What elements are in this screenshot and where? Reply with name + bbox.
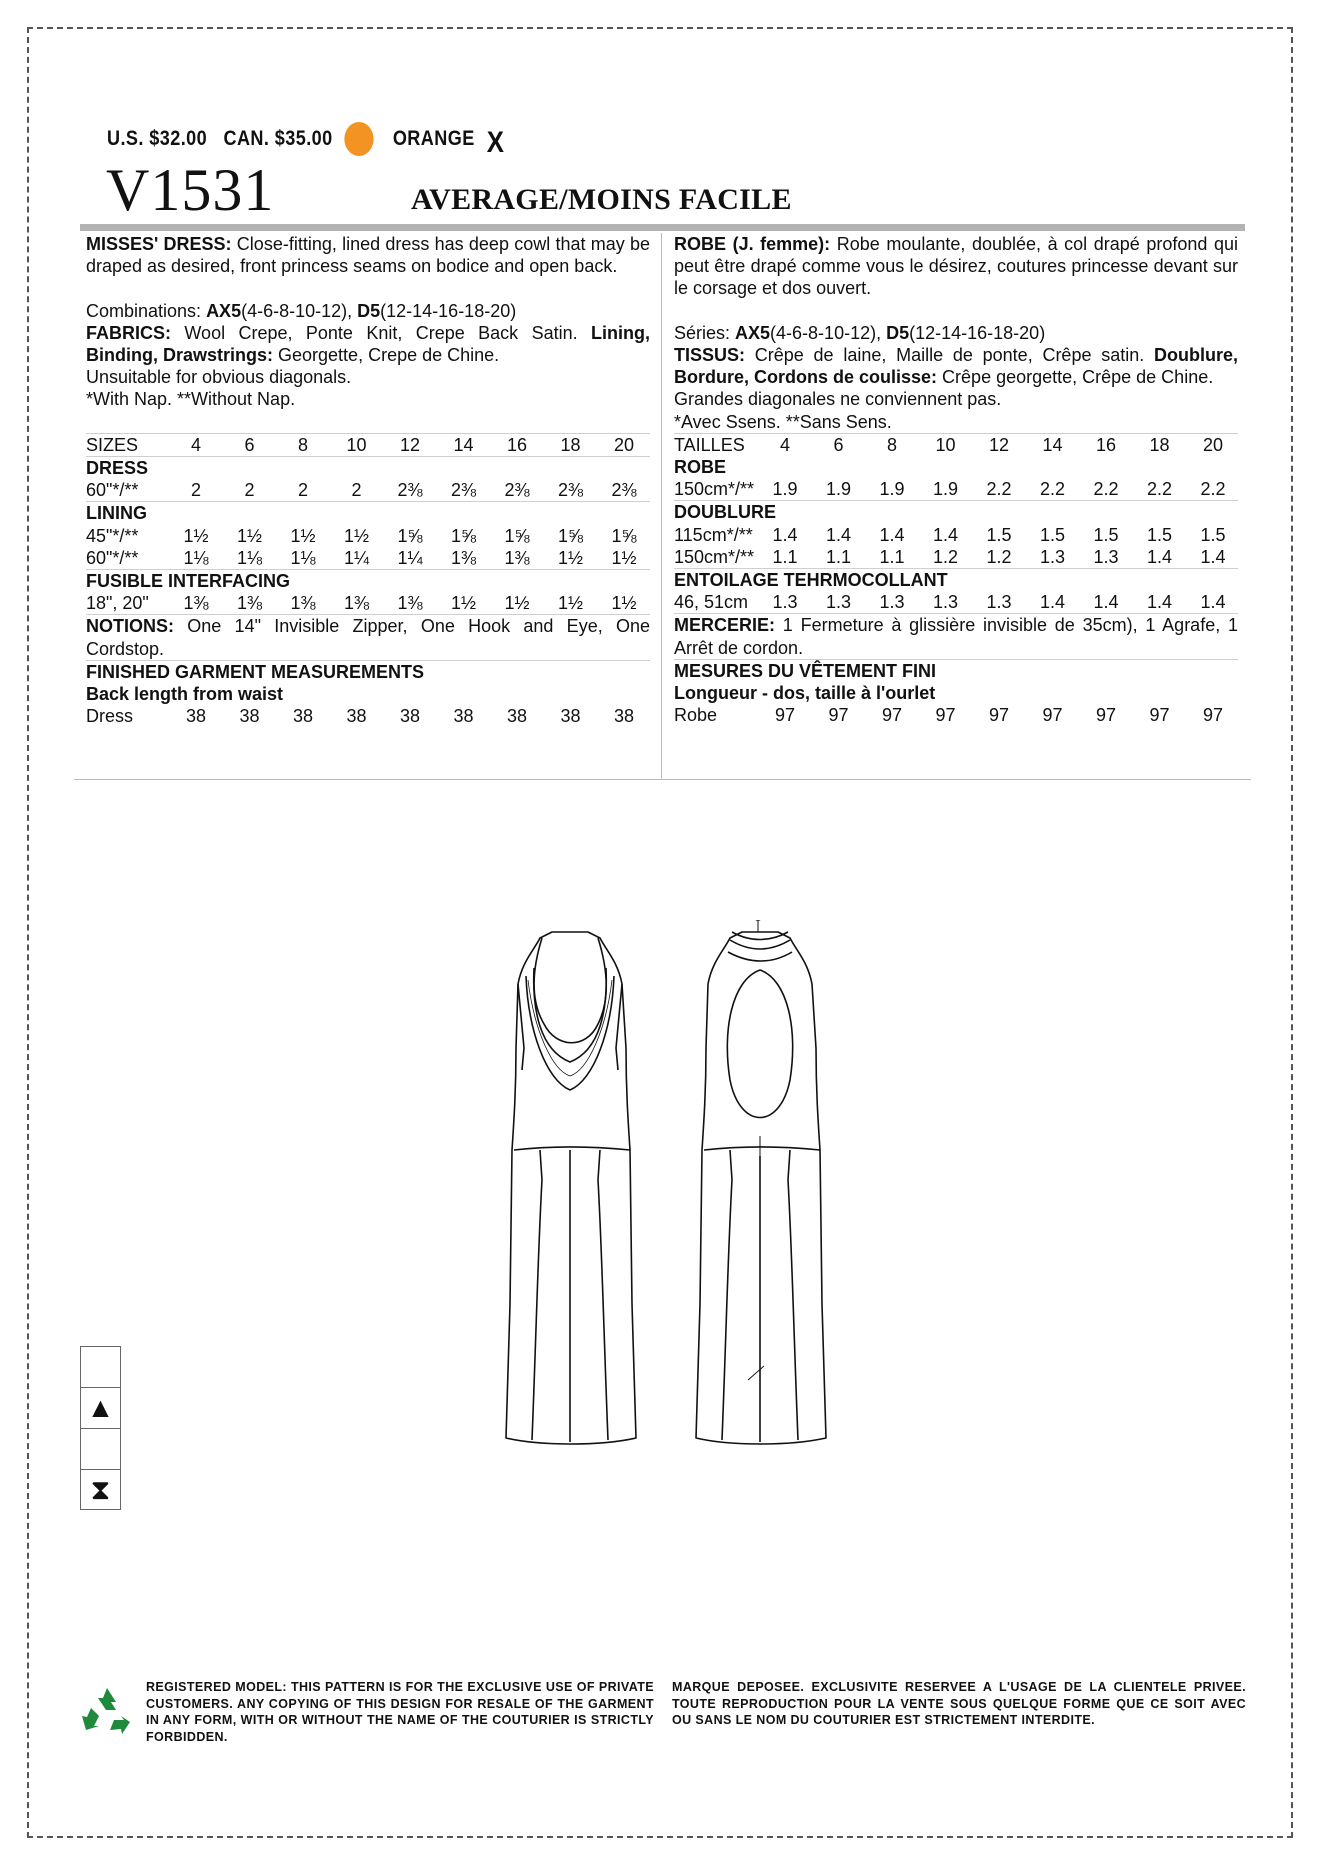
fabrics-label: FABRICS: xyxy=(86,322,171,343)
value-cell: 1.3 xyxy=(825,592,852,613)
description-text: Close-fitting, lined dress has deep cowl that may be draped as desired, front princess seams on bodice and open back. xyxy=(86,234,650,277)
description-title: ROBE (J. femme): xyxy=(674,234,831,254)
size-cell: 12 xyxy=(399,434,421,455)
value-cell: 97 xyxy=(881,705,903,726)
value-cell: 38 xyxy=(453,706,474,727)
value-cell: 2⅜ xyxy=(450,480,477,501)
view-a-triangle-icon: ▲ xyxy=(80,1387,121,1428)
fabrics-label: TISSUS: xyxy=(674,345,746,365)
difficulty-level: AVERAGE/MOINS FACILE xyxy=(411,183,792,216)
lining-text: Georgette, Crepe de Chine. xyxy=(273,345,500,365)
interfacing-yardage-row xyxy=(86,592,650,614)
back-length-heading: Back length from waist xyxy=(86,683,284,704)
us-price: $32.00 xyxy=(149,127,208,150)
description-text: Robe moulante, doublée, à col drapé profond qui peut être drapé comme vous le désirez, coutures princesse devant sur le corsage et dos ouvert. xyxy=(674,234,1239,299)
value-cell: 1.3 xyxy=(932,592,959,613)
value-cell: 1½ xyxy=(183,525,209,546)
combination-b-sizes: (12-14-16-18-20) xyxy=(909,322,1046,343)
nap-note: *Avec Ssens. **Sans Sens. xyxy=(674,411,892,432)
description xyxy=(674,233,1238,300)
fabrics xyxy=(674,344,1238,388)
value-cell: 1.5 xyxy=(1146,524,1173,545)
value-cell: 1.1 xyxy=(825,546,852,567)
value-cell: 97 xyxy=(1202,705,1224,726)
fabrics-text: Wool Crepe, Ponte Knit, Crepe Back Satin. xyxy=(171,322,592,343)
can-label: CAN. xyxy=(223,127,270,150)
interfacing-yardage-row xyxy=(674,591,1238,613)
unsuitable-note: Unsuitable for obvious diagonals. xyxy=(86,367,352,388)
row-label: 45"*/** xyxy=(86,525,139,546)
french-column xyxy=(674,233,1238,726)
size-cell: 10 xyxy=(935,434,956,455)
section-divider xyxy=(74,779,1251,780)
size-cell: 12 xyxy=(988,434,1010,455)
lining-label: Lining, Binding, Drawstrings: xyxy=(86,322,650,365)
value-cell: 1⅜ xyxy=(450,547,477,568)
combination-a-sizes: (4-6-8-10-12), xyxy=(241,300,358,321)
lining-text: Crêpe georgette, Crêpe de Chine. xyxy=(937,367,1214,388)
finished-measurements-heading: FINISHED GARMENT MEASUREMENTS xyxy=(86,660,650,683)
value-cell: 2 xyxy=(190,480,201,501)
view-empty-box xyxy=(80,1428,121,1469)
value-cell: 1.3 xyxy=(1039,546,1066,567)
pattern-number: V1531 xyxy=(106,157,275,223)
notions xyxy=(86,614,650,659)
size-cell: 10 xyxy=(346,434,367,455)
value-cell: 97 xyxy=(1149,705,1170,726)
value-cell: 97 xyxy=(988,705,1010,726)
value-cell: 1⅝ xyxy=(557,525,584,546)
value-cell: 97 xyxy=(1095,705,1117,726)
row-label: Dress xyxy=(86,706,134,727)
value-cell: 2⅜ xyxy=(397,480,423,501)
value-cell: 2.2 xyxy=(1039,479,1066,500)
lining-yardage-row xyxy=(674,524,1238,546)
value-cell: 1.2 xyxy=(986,546,1012,567)
value-cell: 38 xyxy=(613,706,635,727)
value-cell: 1⅜ xyxy=(397,593,423,614)
us-label: U.S. xyxy=(107,127,144,150)
lining-yardage-row xyxy=(86,547,650,569)
nap-note: *With Nap. **Without Nap. xyxy=(86,389,296,410)
value-cell: 1.5 xyxy=(1093,524,1119,545)
legal-notice-french: MARQUE DEPOSEE. EXCLUSIVITE RESERVEE A L'USAGE DE LA CLIENTELE PRIVEE. TOUTE REPRODUCTION POUR LA VENTE SOUS QUELQUE FORME QUE CE SOIT AVEC OU SANS LE NOM DU COUTURIER EST STRICTEMENT INTERDITE. xyxy=(672,1680,1246,1727)
value-cell: 1.5 xyxy=(1039,524,1066,545)
value-cell: 97 xyxy=(828,705,849,726)
value-cell: 2⅜ xyxy=(557,480,584,501)
value-cell: 1⅛ xyxy=(290,547,316,568)
value-cell: 1⅝ xyxy=(504,525,530,546)
value-cell: 1.4 xyxy=(1039,592,1066,613)
value-cell: 38 xyxy=(185,706,207,727)
value-cell: 38 xyxy=(399,706,421,727)
lining-heading: DOUBLURE xyxy=(674,500,1238,523)
interfacing-heading: FUSIBLE INTERFACING xyxy=(86,569,650,592)
finished-measurements-heading: MESURES DU VÊTEMENT FINI xyxy=(674,659,1238,682)
size-cell: 16 xyxy=(506,434,528,455)
size-cell: 20 xyxy=(613,434,635,455)
lining-label: Doublure, Bordure, Cordons de coulisse: xyxy=(674,345,1238,388)
value-cell: 97 xyxy=(774,705,796,726)
row-label: Robe xyxy=(674,705,718,726)
dress-yardage-row xyxy=(674,478,1238,500)
value-cell: 38 xyxy=(239,706,260,727)
fabrics-text: Crêpe de laine, Maille de ponte, Crêpe satin. xyxy=(745,345,1154,365)
value-cell: 1⅝ xyxy=(397,525,423,546)
value-cell: 1⅜ xyxy=(343,593,370,614)
value-cell: 2.2 xyxy=(986,479,1012,500)
value-cell: 1½ xyxy=(611,547,637,568)
size-cell: 4 xyxy=(190,434,201,455)
combination-b: D5 xyxy=(357,300,381,321)
size-cell: 6 xyxy=(833,434,844,455)
combination-a: AX5 xyxy=(735,322,771,343)
value-cell: 38 xyxy=(506,706,528,727)
view-symbols xyxy=(80,1346,121,1510)
finished-measurement-row xyxy=(674,704,1238,726)
price-row xyxy=(107,124,505,159)
size-cell: 8 xyxy=(886,434,897,455)
view-empty-box xyxy=(80,1346,121,1387)
can-price: $35.00 xyxy=(274,127,333,150)
value-cell: 97 xyxy=(935,705,956,726)
value-cell: 1.4 xyxy=(1093,592,1119,613)
finished-measurement-row xyxy=(86,705,650,727)
value-cell: 1½ xyxy=(450,593,477,614)
value-cell: 1.3 xyxy=(986,592,1012,613)
value-cell: 1.1 xyxy=(879,546,905,567)
value-cell: 1.4 xyxy=(1200,592,1226,613)
combinations xyxy=(86,300,650,322)
unsuitable-note: Grandes diagonales ne conviennent pas. xyxy=(674,389,1002,410)
notions-text: One 14" Invisible Zipper, One Hook and Eye, One Cordstop. xyxy=(86,616,650,659)
value-cell: 1.9 xyxy=(825,479,852,500)
size-cell: 18 xyxy=(1149,434,1170,455)
dress-heading: DRESS xyxy=(86,456,650,479)
value-cell: 1.9 xyxy=(932,479,959,500)
notions-label: NOTIONS: xyxy=(86,616,174,637)
value-cell: 1⅛ xyxy=(236,547,263,568)
value-cell: 1½ xyxy=(504,593,530,614)
value-cell: 1½ xyxy=(557,547,584,568)
combinations xyxy=(674,322,1238,344)
value-cell: 1½ xyxy=(290,525,316,546)
value-cell: 1.2 xyxy=(932,546,959,567)
value-cell: 38 xyxy=(292,706,314,727)
value-cell: 1.4 xyxy=(1146,546,1173,567)
lining-yardage-row xyxy=(86,525,650,547)
combination-a: AX5 xyxy=(206,300,242,321)
english-column xyxy=(86,233,650,727)
row-label: 115cm*/** xyxy=(674,524,753,545)
value-cell: 1.9 xyxy=(772,479,798,500)
row-label: 150cm*/** xyxy=(674,479,755,500)
value-cell: 1½ xyxy=(557,593,584,614)
column-divider xyxy=(661,233,662,779)
value-cell: 38 xyxy=(346,706,367,727)
dress-line-drawing xyxy=(460,920,880,1450)
size-cell: 14 xyxy=(453,434,474,455)
value-cell: 2 xyxy=(297,480,308,501)
value-cell: 1.4 xyxy=(772,524,798,545)
value-cell: 1.4 xyxy=(1146,592,1173,613)
row-label: 46, 51cm xyxy=(674,592,749,613)
row-label: 18", 20" xyxy=(86,593,149,614)
row-label: 60"*/** xyxy=(86,547,139,568)
value-cell: 97 xyxy=(1042,705,1063,726)
sizes-row xyxy=(86,433,650,456)
value-cell: 1¼ xyxy=(397,547,423,568)
combination-b: D5 xyxy=(886,322,910,343)
value-cell: 1⅜ xyxy=(290,593,316,614)
value-cell: 1.3 xyxy=(772,592,798,613)
back-length-heading: Longueur - dos, taille à l'ourlet xyxy=(674,682,936,703)
size-cell: 16 xyxy=(1095,434,1117,455)
value-cell: 2 xyxy=(244,480,255,501)
description-title: MISSES' DRESS: xyxy=(86,234,232,254)
dress-front-view xyxy=(506,932,636,1444)
combination-b-sizes: (12-14-16-18-20) xyxy=(380,300,517,321)
value-cell: 38 xyxy=(560,706,581,727)
title-rule xyxy=(80,224,1245,231)
lining-yardage-row xyxy=(674,546,1238,568)
dress-yardage-row xyxy=(86,479,650,501)
value-cell: 2⅜ xyxy=(504,480,530,501)
sizes-label: TAILLES xyxy=(674,434,745,455)
size-cell: 20 xyxy=(1202,434,1224,455)
value-cell: 1½ xyxy=(343,525,370,546)
legal-notice-english: REGISTERED MODEL: THIS PATTERN IS FOR THE EXCLUSIVE USE OF PRIVATE CUSTOMERS. ANY COPYING OF THIS DESIGN FOR RESALE OF THE GARMENT IN ANY FORM, WITH OR WITHOUT THE NAME OF THE COUTURIER IS STRICTLY FORBIDDEN. xyxy=(146,1680,654,1744)
dress-back-view xyxy=(696,920,826,1444)
row-label: 60"*/** xyxy=(86,480,139,501)
value-cell: 1⅜ xyxy=(236,593,263,614)
color-dot-icon xyxy=(345,122,374,156)
lining-heading: LINING xyxy=(86,501,650,524)
value-cell: 2.2 xyxy=(1146,479,1173,500)
notions xyxy=(674,613,1238,658)
color-name: ORANGE xyxy=(392,127,475,150)
size-cell: 18 xyxy=(560,434,581,455)
value-cell: 2⅜ xyxy=(611,480,637,501)
sizes-label: SIZES xyxy=(86,434,139,455)
notions-label: MERCERIE: xyxy=(674,615,776,636)
value-cell: 2.2 xyxy=(1200,479,1226,500)
value-cell: 1⅝ xyxy=(450,525,477,546)
value-cell: 1.5 xyxy=(986,524,1012,545)
value-cell: 1.4 xyxy=(879,524,905,545)
notions-text: 1 Fermeture à glissière invisible de 35cm), 1 Agrafe, 1 Arrêt de cordon. xyxy=(674,615,1238,658)
recycle-icon xyxy=(80,1686,134,1736)
view-b-hourglass-icon: ⧗ xyxy=(80,1469,121,1510)
value-cell: 1.3 xyxy=(1093,546,1119,567)
value-cell: 1.4 xyxy=(825,524,852,545)
value-cell: 1½ xyxy=(236,525,263,546)
size-cell: 14 xyxy=(1042,434,1063,455)
size-cell: 6 xyxy=(244,434,255,455)
description xyxy=(86,233,650,277)
row-label: 150cm*/** xyxy=(674,546,755,567)
value-cell: 1.4 xyxy=(1200,546,1226,567)
sizes-row xyxy=(674,433,1238,456)
fabrics xyxy=(86,322,650,366)
combinations-label: Séries: xyxy=(674,322,736,343)
value-cell: 1⅜ xyxy=(183,593,209,614)
size-cell: 8 xyxy=(297,434,308,455)
value-cell: 1.1 xyxy=(772,546,798,567)
value-cell: 2.2 xyxy=(1093,479,1119,500)
dress-heading: ROBE xyxy=(674,457,727,477)
size-cell: 4 xyxy=(779,434,790,455)
value-cell: 1¼ xyxy=(343,547,370,568)
interfacing-heading: ENTOILAGE TEHRMOCOLLANT xyxy=(674,568,1238,591)
combination-a-sizes: (4-6-8-10-12), xyxy=(770,322,887,343)
value-cell: 1.9 xyxy=(879,479,905,500)
value-cell: 1.4 xyxy=(932,524,959,545)
color-x-mark: X xyxy=(486,126,505,159)
value-cell: 1⅜ xyxy=(504,547,530,568)
combinations-label: Combinations: xyxy=(86,300,207,321)
value-cell: 1⅝ xyxy=(611,525,637,546)
value-cell: 2 xyxy=(351,480,362,501)
value-cell: 1½ xyxy=(611,593,637,614)
value-cell: 1⅛ xyxy=(183,547,209,568)
value-cell: 1.5 xyxy=(1200,524,1226,545)
value-cell: 1.3 xyxy=(879,592,905,613)
